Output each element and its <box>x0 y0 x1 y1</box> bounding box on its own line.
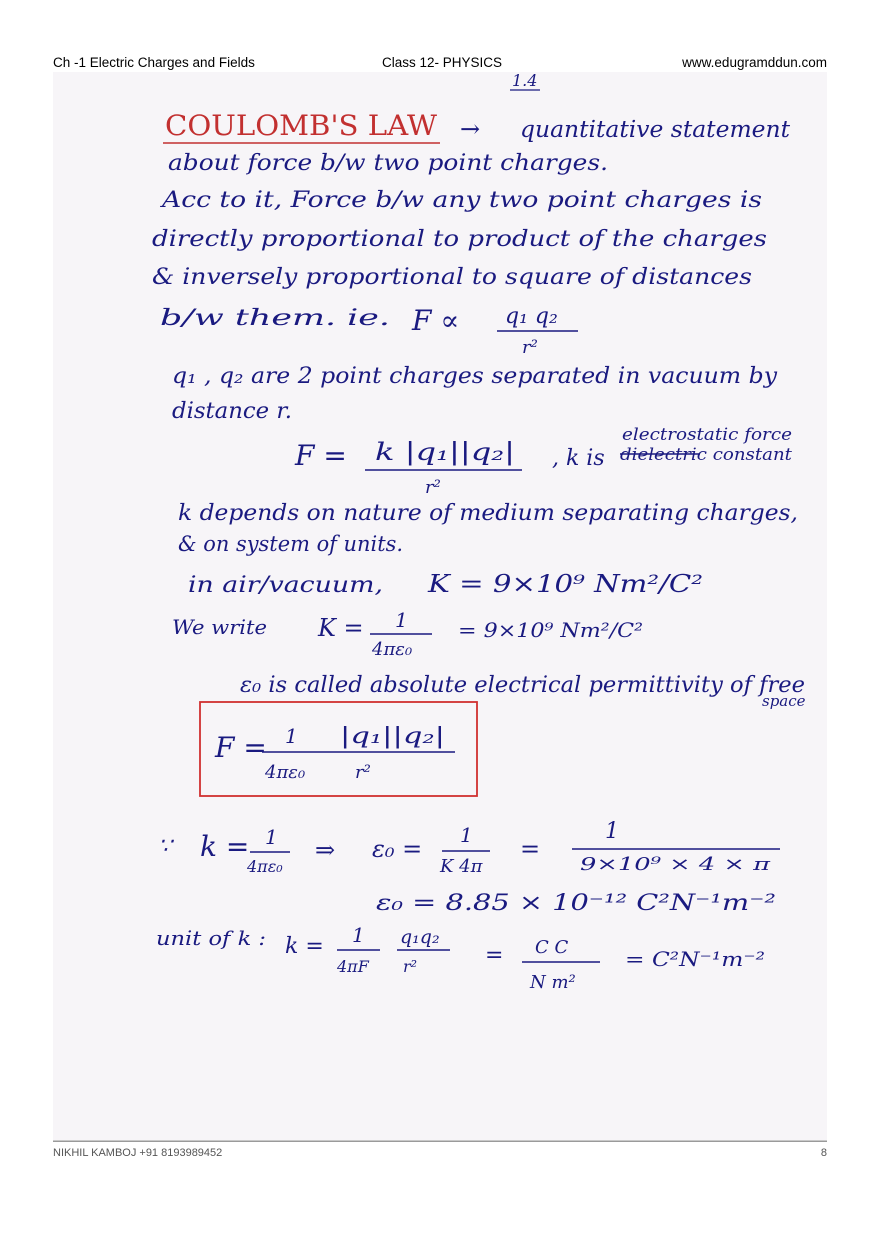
box-numerator-1: 1 <box>285 724 298 748</box>
write-denominator: 4πε₀ <box>372 639 413 660</box>
k-is: , k is <box>552 446 605 471</box>
write-numerator: 1 <box>395 608 408 632</box>
since-numerator: 1 <box>265 825 278 849</box>
eps-line-1: ε₀ is called absolute electrical permittivity of free <box>240 673 805 698</box>
header-website: www.edugramddun.com <box>682 55 827 70</box>
eps-numerator-2: 1 <box>605 819 619 844</box>
prop-numerator: q₁ q₂ <box>505 304 558 329</box>
coulomb-denominator: r² <box>425 477 441 498</box>
unit-denominator-2: r² <box>403 957 418 976</box>
para-line-2: directly proportional to product of the charges <box>152 227 767 252</box>
box-lhs: F = <box>215 731 267 764</box>
page-number: 8 <box>820 1147 827 1159</box>
eps-denominator: K 4π <box>440 856 483 877</box>
coulomb-lhs: F = <box>295 439 347 472</box>
eps-equals: = <box>520 835 541 863</box>
para-line-3: & inversely proportional to square of distances <box>152 265 752 290</box>
footer-rule <box>53 1141 827 1142</box>
para-line-1: Acc to it, Force b/w any two point charges is <box>159 188 763 213</box>
def-line-2: distance r. <box>172 399 292 424</box>
unit-numerator-2: q₁q₂ <box>400 926 440 948</box>
unit-result: = C²N⁻¹m⁻² <box>625 947 765 971</box>
k-note-top: electrostatic force <box>622 425 792 445</box>
write-label: We write <box>172 615 267 639</box>
eps-lhs: ε₀ = <box>372 835 423 863</box>
def-line-1: q₁ , q₂ are 2 point charges separated in vacuum by <box>172 364 778 389</box>
write-lhs: K = <box>318 614 364 642</box>
implies-arrow: ⇒ <box>315 836 336 864</box>
k-note-bottom: dielectric constant <box>620 445 793 465</box>
title-desc-1: quantitative statement <box>520 117 791 143</box>
unit-numerator-3: C C <box>535 937 569 958</box>
box-numerator-2: |q₁||q₂| <box>340 724 445 749</box>
prop-denominator: r² <box>522 337 538 358</box>
write-rhs: = 9×10⁹ Nm²/C² <box>458 618 643 642</box>
unit-numerator-1: 1 <box>352 923 365 947</box>
since-symbol: ∵ <box>158 834 172 859</box>
eps-value: ε₀ = 8.85 × 10⁻¹² C²N⁻¹m⁻² <box>376 891 776 916</box>
header-class: Class 12- PHYSICS <box>382 55 503 70</box>
air-label: in air/vacuum, <box>188 573 383 598</box>
eps-numerator: 1 <box>460 823 473 847</box>
title-desc-2: about force b/w two point charges. <box>168 151 608 176</box>
k-depends-line-2: & on system of units. <box>178 532 403 556</box>
since-denominator: 4πε₀ <box>247 857 283 876</box>
box-denominator-1: 4πε₀ <box>265 762 306 783</box>
title-arrow: → <box>460 115 481 143</box>
title: COULOMB'S LAW <box>165 109 438 142</box>
coulomb-numerator: k |q₁||q₂| <box>375 438 480 466</box>
footer-author: NIKHIL KAMBOJ +91 8193989452 <box>53 1147 223 1159</box>
unit-lhs: k = <box>285 934 324 959</box>
unit-label: unit of k : <box>156 926 266 950</box>
unit-equals: = <box>485 943 504 968</box>
page-tag: 1.4 <box>512 71 538 90</box>
air-value: K = 9×10⁹ Nm²/C² <box>426 570 703 598</box>
eps-denominator-2: 9×10⁹ × 4 × π <box>580 854 772 875</box>
box-denominator-2: r² <box>355 762 371 783</box>
since-lhs: k = <box>200 830 250 863</box>
eps-line-2: space <box>762 692 806 710</box>
para-line-4: b/w them. ie. <box>160 306 390 331</box>
unit-denominator-3: N m² <box>530 972 576 993</box>
unit-denominator-1: 4πF <box>337 957 369 976</box>
header-chapter: Ch -1 Electric Charges and Fields <box>53 55 255 70</box>
prop-lhs: F ∝ <box>412 304 460 337</box>
k-depends-line-1: k depends on nature of medium separating charges, <box>178 501 798 526</box>
